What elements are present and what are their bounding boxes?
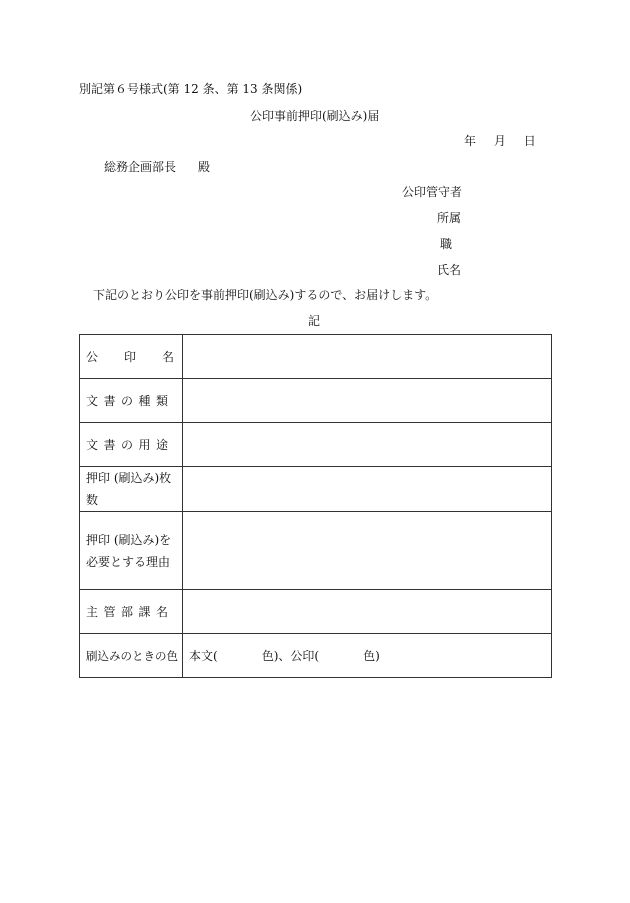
row-label	[80, 590, 183, 634]
label-char: 名	[155, 604, 168, 619]
label-char: 書	[103, 393, 116, 408]
table-row	[80, 335, 552, 379]
form-table	[79, 334, 552, 678]
row-label: 刷込みのときの色	[80, 634, 183, 678]
label-char: 課	[138, 604, 151, 619]
label-char: 部	[120, 604, 133, 619]
row-label	[80, 423, 183, 467]
applicant-name: 氏名	[437, 263, 462, 277]
date-line	[464, 132, 536, 149]
document-purpose-field[interactable]	[183, 423, 552, 467]
label-char: の	[120, 437, 133, 452]
stamp-count-field[interactable]	[183, 467, 552, 512]
label-char: 種	[138, 393, 151, 408]
document-type-field[interactable]	[183, 379, 552, 423]
color-text-body: 本文(	[189, 648, 218, 663]
label-line: 押印 (刷込み)枚	[86, 471, 172, 485]
print-color-field[interactable]	[183, 634, 552, 678]
table-row	[80, 590, 552, 634]
label-char: 用	[138, 437, 151, 452]
document-title: 公印事前押印(刷込み)届	[250, 109, 380, 123]
addressee-name: 総務企画部長	[104, 160, 177, 174]
color-text-end: 色)	[363, 648, 380, 663]
label-line: 押印 (刷込み)を	[86, 532, 172, 547]
date-month: 月	[493, 134, 506, 148]
row-label	[80, 335, 183, 379]
department-field[interactable]	[183, 590, 552, 634]
label-char: 文	[86, 437, 99, 452]
applicant-affiliation: 所属	[437, 211, 462, 225]
label-line: 必要とする理由	[86, 554, 171, 569]
row-label	[80, 512, 183, 590]
label-char: 書	[103, 437, 116, 452]
table-row	[80, 379, 552, 423]
table-row	[80, 634, 552, 678]
color-text-seal: 色)、公印(	[261, 648, 320, 663]
body-text: 下記のとおり公印を事前押印(刷込み)するので、お届けします。	[93, 288, 438, 302]
label-char: 文	[86, 393, 99, 408]
seal-name-field[interactable]	[183, 335, 552, 379]
label-char: 主	[86, 604, 99, 619]
label-char: 類	[155, 393, 168, 408]
label-char: 管	[103, 604, 116, 619]
form-number: 別記第６号様式(第 12 条、第 13 条関係)	[79, 82, 303, 96]
applicant-label: 公印管守者	[402, 185, 463, 199]
table-row	[80, 512, 552, 590]
date-day: 日	[523, 134, 536, 148]
table-row	[80, 423, 552, 467]
reason-field[interactable]	[183, 512, 552, 590]
label-char: 公	[86, 349, 99, 364]
label-char: 印	[123, 349, 136, 364]
label-char: の	[120, 393, 133, 408]
row-label	[80, 379, 183, 423]
ki-heading: 記	[308, 314, 321, 328]
applicant-post: 職	[440, 237, 453, 251]
label-char: 途	[155, 437, 168, 452]
table-row	[80, 467, 552, 512]
addressee-suffix: 殿	[198, 160, 211, 174]
label-line: 数	[86, 493, 99, 507]
addressee	[104, 158, 210, 175]
date-year: 年	[464, 134, 477, 148]
label-char: 名	[161, 349, 174, 364]
row-label	[80, 467, 183, 512]
